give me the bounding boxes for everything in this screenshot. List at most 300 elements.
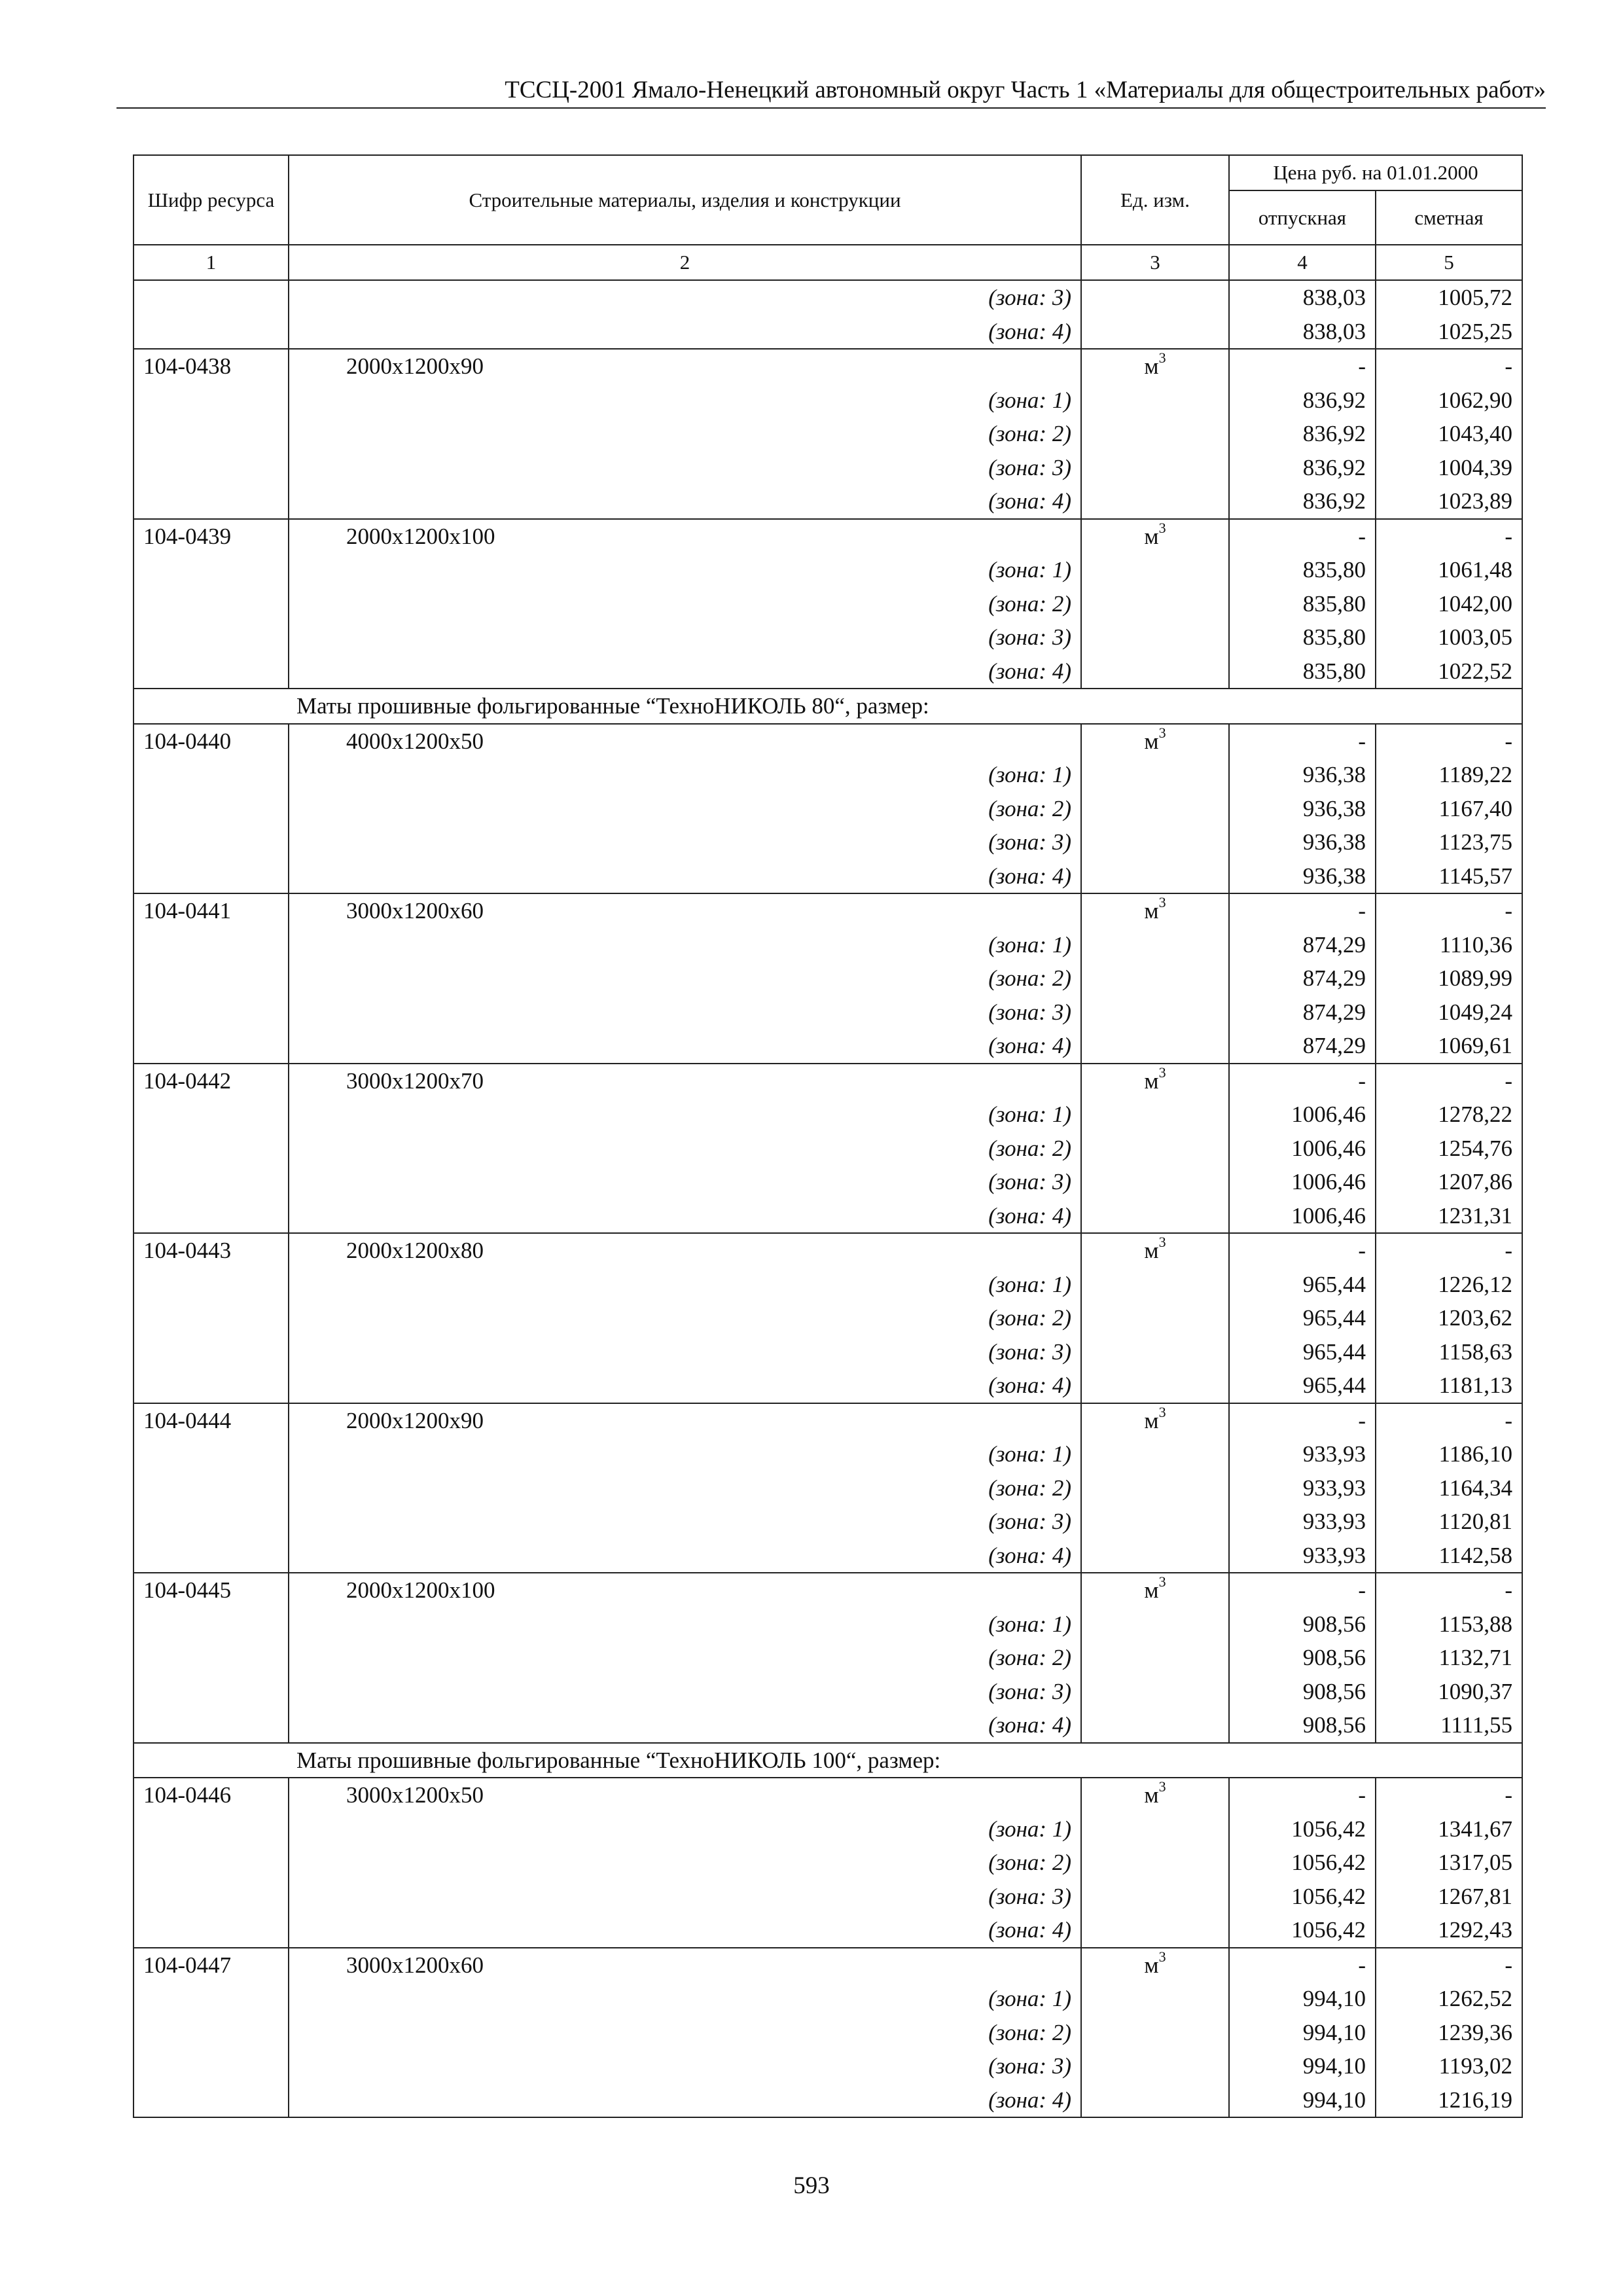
header-estimate-price: сметная [1376, 190, 1522, 245]
zone-row [134, 451, 1522, 485]
release-price: 836,92 [1229, 417, 1376, 451]
release-price: - [1229, 724, 1376, 759]
resource-code: 104-0447 [134, 1948, 289, 1982]
zone-row [134, 961, 1522, 996]
unit [1081, 1301, 1229, 1335]
estimate-price: - [1376, 519, 1522, 554]
estimate-price: 1292,43 [1376, 1913, 1522, 1948]
unit [1081, 1812, 1229, 1846]
estimate-price: 1239,36 [1376, 2016, 1522, 2050]
item-row [134, 519, 1522, 554]
unit [1081, 1268, 1229, 1302]
zone-label: (зона: 3) [289, 825, 1081, 859]
unit [1081, 280, 1229, 315]
zone-label: (зона: 4) [289, 1199, 1081, 1234]
release-price: 994,10 [1229, 2083, 1376, 2118]
estimate-price: 1341,67 [1376, 1812, 1522, 1846]
estimate-price: 1193,02 [1376, 2049, 1522, 2083]
material-name [289, 893, 1081, 928]
resource-code [134, 1982, 289, 2016]
section-title: Маты прошивные фольгированные “ТехноНИКОЛЬ 100“, размер: [134, 1743, 1522, 1778]
estimate-price: 1231,31 [1376, 1199, 1522, 1234]
zone-label: (зона: 4) [289, 2083, 1081, 2118]
resource-code [134, 1708, 289, 1743]
item-row [134, 893, 1522, 928]
zone-row [134, 792, 1522, 826]
unit [1081, 1675, 1229, 1709]
zone-label: (зона: 1) [289, 1268, 1081, 1302]
material-size: 2000x1200x90 [346, 353, 484, 379]
unit [1081, 451, 1229, 485]
resource-code [134, 1641, 289, 1675]
zone-label: (зона: 3) [289, 451, 1081, 485]
zone-label: (зона: 1) [289, 384, 1081, 418]
unit [1081, 792, 1229, 826]
estimate-price: 1181,13 [1376, 1369, 1522, 1403]
unit [1081, 825, 1229, 859]
estimate-price: 1226,12 [1376, 1268, 1522, 1302]
estimate-price: - [1376, 1573, 1522, 1607]
zone-row [134, 553, 1522, 587]
resource-code [134, 825, 289, 859]
estimate-price: 1186,10 [1376, 1437, 1522, 1471]
zone-row [134, 1846, 1522, 1880]
estimate-price: 1022,52 [1376, 655, 1522, 689]
unit [1081, 1539, 1229, 1573]
resource-code [134, 1369, 289, 1403]
zone-label: (зона: 1) [289, 1812, 1081, 1846]
unit [1081, 724, 1229, 759]
unit [1081, 1403, 1229, 1438]
unit [1081, 1369, 1229, 1403]
estimate-price: 1120,81 [1376, 1505, 1522, 1539]
zone-row [134, 1880, 1522, 1914]
zone-row [134, 758, 1522, 792]
unit [1081, 1573, 1229, 1607]
resource-code: 104-0443 [134, 1233, 289, 1268]
estimate-price: 1061,48 [1376, 553, 1522, 587]
resource-code [134, 1165, 289, 1199]
estimate-price: 1111,55 [1376, 1708, 1522, 1743]
unit [1081, 349, 1229, 384]
estimate-price: 1267,81 [1376, 1880, 1522, 1914]
zone-label: (зона: 4) [289, 1369, 1081, 1403]
resource-code [134, 859, 289, 894]
resource-code [134, 553, 289, 587]
zone-label: (зона: 2) [289, 1301, 1081, 1335]
zone-row [134, 1505, 1522, 1539]
zone-label: (зона: 4) [289, 315, 1081, 350]
unit [1081, 1233, 1229, 1268]
resource-code [134, 1607, 289, 1641]
zone-label: (зона: 1) [289, 1982, 1081, 2016]
estimate-price: 1090,37 [1376, 1675, 1522, 1709]
estimate-price: 1189,22 [1376, 758, 1522, 792]
release-price: 835,80 [1229, 655, 1376, 689]
unit-exponent: 3 [1158, 1234, 1166, 1251]
release-price: 933,93 [1229, 1539, 1376, 1573]
release-price: 1006,46 [1229, 1098, 1376, 1132]
resource-code [134, 1471, 289, 1505]
unit [1081, 1098, 1229, 1132]
estimate-price: 1153,88 [1376, 1607, 1522, 1641]
release-price: - [1229, 1064, 1376, 1098]
unit [1081, 1064, 1229, 1098]
unit-exponent: 3 [1158, 1778, 1166, 1795]
header-name: Строительные материалы, изделия и конструкции [289, 155, 1081, 245]
resource-code [134, 996, 289, 1030]
resource-code [134, 451, 289, 485]
unit-base: м [1144, 1067, 1159, 1094]
release-price: 936,38 [1229, 859, 1376, 894]
unit [1081, 893, 1229, 928]
item-row [134, 1233, 1522, 1268]
unit [1081, 1132, 1229, 1166]
zone-label: (зона: 1) [289, 1607, 1081, 1641]
unit [1081, 519, 1229, 554]
resource-code [134, 417, 289, 451]
estimate-price: - [1376, 1064, 1522, 1098]
release-price: 908,56 [1229, 1708, 1376, 1743]
item-row [134, 1064, 1522, 1098]
release-price: 908,56 [1229, 1607, 1376, 1641]
zone-label: (зона: 3) [289, 996, 1081, 1030]
unit [1081, 384, 1229, 418]
release-price: 838,03 [1229, 315, 1376, 350]
material-size: 2000x1200x100 [346, 1577, 495, 1603]
table-body [134, 280, 1522, 2117]
zone-label: (зона: 2) [289, 792, 1081, 826]
material-size: 3000x1200x60 [346, 898, 484, 924]
resource-code: 104-0445 [134, 1573, 289, 1607]
unit-base: м [1144, 898, 1159, 924]
item-row [134, 1403, 1522, 1438]
item-row [134, 1778, 1522, 1812]
resource-code: 104-0442 [134, 1064, 289, 1098]
estimate-price: 1042,00 [1376, 587, 1522, 621]
zone-row [134, 280, 1522, 315]
unit [1081, 417, 1229, 451]
estimate-price: - [1376, 893, 1522, 928]
resource-code: 104-0444 [134, 1403, 289, 1438]
page-number: 593 [793, 2172, 830, 2199]
resource-code [134, 1268, 289, 1302]
zone-row [134, 1199, 1522, 1234]
estimate-price: 1254,76 [1376, 1132, 1522, 1166]
release-price: 1056,42 [1229, 1846, 1376, 1880]
item-row [134, 724, 1522, 759]
material-name [289, 724, 1081, 759]
unit [1081, 587, 1229, 621]
release-price: 836,92 [1229, 451, 1376, 485]
price-table [133, 154, 1523, 2118]
material-name [289, 1778, 1081, 1812]
estimate-price: 1317,05 [1376, 1846, 1522, 1880]
unit [1081, 620, 1229, 655]
zone-label: (зона: 2) [289, 1132, 1081, 1166]
release-price: 965,44 [1229, 1335, 1376, 1369]
unit-exponent: 3 [1158, 1573, 1166, 1590]
resource-code [134, 2049, 289, 2083]
page-header: ТССЦ-2001 Ямало-Ненецкий автономный округ Часть 1 «Материалы для общестроительных работ» [116, 73, 1546, 109]
column-number: 1 [134, 245, 289, 280]
zone-row [134, 1301, 1522, 1335]
material-name [289, 1403, 1081, 1438]
resource-code [134, 620, 289, 655]
release-price: 994,10 [1229, 2016, 1376, 2050]
zone-row [134, 1268, 1522, 1302]
release-price: 838,03 [1229, 280, 1376, 315]
release-price: 874,29 [1229, 961, 1376, 996]
zone-label: (зона: 3) [289, 1675, 1081, 1709]
unit [1081, 1165, 1229, 1199]
zone-label: (зона: 3) [289, 2049, 1081, 2083]
estimate-price: 1062,90 [1376, 384, 1522, 418]
estimate-price: 1158,63 [1376, 1335, 1522, 1369]
release-price: 994,10 [1229, 2049, 1376, 2083]
release-price: 933,93 [1229, 1471, 1376, 1505]
column-number: 2 [289, 245, 1081, 280]
zone-row [134, 2049, 1522, 2083]
zone-label: (зона: 2) [289, 2016, 1081, 2050]
release-price: 836,92 [1229, 384, 1376, 418]
resource-code: 104-0441 [134, 893, 289, 928]
column-number: 5 [1376, 245, 1522, 280]
zone-label: (зона: 3) [289, 1880, 1081, 1914]
release-price: 835,80 [1229, 553, 1376, 587]
material-name [289, 519, 1081, 554]
zone-row [134, 1029, 1522, 1064]
estimate-price: 1005,72 [1376, 280, 1522, 315]
zone-row [134, 1539, 1522, 1573]
zone-label: (зона: 2) [289, 961, 1081, 996]
unit-base: м [1144, 523, 1159, 549]
release-price: 835,80 [1229, 587, 1376, 621]
estimate-price: 1207,86 [1376, 1165, 1522, 1199]
estimate-price: 1069,61 [1376, 1029, 1522, 1064]
unit-base: м [1144, 1782, 1159, 1808]
unit [1081, 758, 1229, 792]
column-number: 3 [1081, 245, 1229, 280]
unit [1081, 1505, 1229, 1539]
resource-code [134, 2083, 289, 2118]
release-price: - [1229, 1778, 1376, 1812]
release-price: 933,93 [1229, 1437, 1376, 1471]
unit [1081, 315, 1229, 350]
zone-label: (зона: 2) [289, 587, 1081, 621]
estimate-price: - [1376, 1233, 1522, 1268]
unit [1081, 2016, 1229, 2050]
resource-code [134, 1505, 289, 1539]
unit-base: м [1144, 353, 1159, 379]
section-row [134, 1743, 1522, 1778]
zone-label: (зона: 3) [289, 1165, 1081, 1199]
unit [1081, 961, 1229, 996]
estimate-price: - [1376, 1778, 1522, 1812]
unit [1081, 859, 1229, 894]
item-row [134, 1573, 1522, 1607]
zone-row [134, 1165, 1522, 1199]
unit [1081, 1708, 1229, 1743]
resource-code [134, 587, 289, 621]
release-price: 965,44 [1229, 1268, 1376, 1302]
zone-row [134, 1913, 1522, 1948]
zone-row [134, 417, 1522, 451]
unit [1081, 2049, 1229, 2083]
item-row [134, 1948, 1522, 1982]
estimate-price: - [1376, 349, 1522, 384]
release-price: 836,92 [1229, 484, 1376, 519]
zone-label: (зона: 2) [289, 1471, 1081, 1505]
estimate-price: 1145,57 [1376, 859, 1522, 894]
unit-base: м [1144, 1952, 1159, 1978]
material-size: 2000x1200x100 [346, 523, 495, 549]
resource-code [134, 1437, 289, 1471]
estimate-price: 1167,40 [1376, 792, 1522, 826]
resource-code [134, 484, 289, 519]
resource-code [134, 792, 289, 826]
unit-exponent: 3 [1158, 894, 1166, 911]
release-price: 1056,42 [1229, 1812, 1376, 1846]
unit-base: м [1144, 1577, 1159, 1603]
zone-row [134, 2083, 1522, 2118]
release-price: - [1229, 349, 1376, 384]
release-price: 1006,46 [1229, 1165, 1376, 1199]
release-price: 835,80 [1229, 620, 1376, 655]
estimate-price: - [1376, 724, 1522, 759]
header-code: Шифр ресурса [134, 155, 289, 245]
unit-exponent: 3 [1158, 1064, 1166, 1081]
zone-label: (зона: 4) [289, 859, 1081, 894]
unit-exponent: 3 [1158, 724, 1166, 741]
release-price: 1056,42 [1229, 1913, 1376, 1948]
zone-row [134, 620, 1522, 655]
zone-label: (зона: 4) [289, 1708, 1081, 1743]
release-price: 874,29 [1229, 996, 1376, 1030]
section-title: Маты прошивные фольгированные “ТехноНИКОЛЬ 80“, размер: [134, 689, 1522, 724]
release-price: 908,56 [1229, 1675, 1376, 1709]
estimate-price: 1142,58 [1376, 1539, 1522, 1573]
zone-row [134, 587, 1522, 621]
estimate-price: 1110,36 [1376, 928, 1522, 962]
unit [1081, 1778, 1229, 1812]
estimate-price: 1278,22 [1376, 1098, 1522, 1132]
release-price: 965,44 [1229, 1369, 1376, 1403]
unit [1081, 1335, 1229, 1369]
zone-row [134, 484, 1522, 519]
zone-label: (зона: 4) [289, 1913, 1081, 1948]
zone-row [134, 1437, 1522, 1471]
unit [1081, 655, 1229, 689]
zone-row [134, 1335, 1522, 1369]
zone-row [134, 1812, 1522, 1846]
unit [1081, 1029, 1229, 1064]
unit [1081, 2083, 1229, 2118]
unit-exponent: 3 [1158, 519, 1166, 536]
table-head [134, 155, 1522, 280]
release-price: 936,38 [1229, 825, 1376, 859]
estimate-price: 1203,62 [1376, 1301, 1522, 1335]
material-size: 3000x1200x70 [346, 1067, 484, 1094]
estimate-price: 1132,71 [1376, 1641, 1522, 1675]
estimate-price: 1164,34 [1376, 1471, 1522, 1505]
unit [1081, 1880, 1229, 1914]
material-size: 3000x1200x50 [346, 1782, 484, 1808]
zone-label: (зона: 4) [289, 655, 1081, 689]
zone-label: (зона: 3) [289, 1505, 1081, 1539]
resource-code [134, 1132, 289, 1166]
unit-exponent: 3 [1158, 350, 1166, 367]
release-price: 965,44 [1229, 1301, 1376, 1335]
zone-row [134, 1607, 1522, 1641]
resource-code: 104-0438 [134, 349, 289, 384]
estimate-price: - [1376, 1948, 1522, 1982]
zone-row [134, 384, 1522, 418]
resource-code [134, 384, 289, 418]
release-price: 994,10 [1229, 1982, 1376, 2016]
release-price: 936,38 [1229, 758, 1376, 792]
unit-base: м [1144, 728, 1159, 754]
unit [1081, 553, 1229, 587]
resource-code [134, 1880, 289, 1914]
zone-label: (зона: 4) [289, 1029, 1081, 1064]
resource-code [134, 961, 289, 996]
estimate-price: 1216,19 [1376, 2083, 1522, 2118]
unit [1081, 1948, 1229, 1982]
zone-label: (зона: 1) [289, 758, 1081, 792]
zone-label: (зона: 1) [289, 1437, 1081, 1471]
unit [1081, 1607, 1229, 1641]
material-name [289, 349, 1081, 384]
release-price: 874,29 [1229, 928, 1376, 962]
zone-row [134, 859, 1522, 894]
resource-code [134, 1846, 289, 1880]
material-name [289, 1233, 1081, 1268]
zone-row [134, 2016, 1522, 2050]
resource-code [134, 655, 289, 689]
release-price: - [1229, 1948, 1376, 1982]
unit-exponent: 3 [1158, 1403, 1166, 1420]
zone-row [134, 1369, 1522, 1403]
release-price: 1056,42 [1229, 1880, 1376, 1914]
resource-code [134, 758, 289, 792]
material-name [289, 1064, 1081, 1098]
zone-row [134, 928, 1522, 962]
resource-code [134, 315, 289, 350]
material-size: 4000x1200x50 [346, 728, 484, 754]
estimate-price: 1123,75 [1376, 825, 1522, 859]
zone-row [134, 996, 1522, 1030]
resource-code [134, 1029, 289, 1064]
resource-code [134, 1098, 289, 1132]
release-price: - [1229, 1233, 1376, 1268]
estimate-price: 1025,25 [1376, 315, 1522, 350]
zone-label: (зона: 4) [289, 484, 1081, 519]
resource-code [134, 1812, 289, 1846]
header-unit: Ед. изм. [1081, 155, 1229, 245]
unit [1081, 1437, 1229, 1471]
zone-label: (зона: 3) [289, 1335, 1081, 1369]
unit [1081, 1199, 1229, 1234]
item-row [134, 349, 1522, 384]
material-name [289, 1948, 1081, 1982]
resource-code [134, 2016, 289, 2050]
zone-row [134, 655, 1522, 689]
unit [1081, 996, 1229, 1030]
column-number: 4 [1229, 245, 1376, 280]
estimate-price: 1089,99 [1376, 961, 1522, 996]
unit-exponent: 3 [1158, 1948, 1166, 1965]
